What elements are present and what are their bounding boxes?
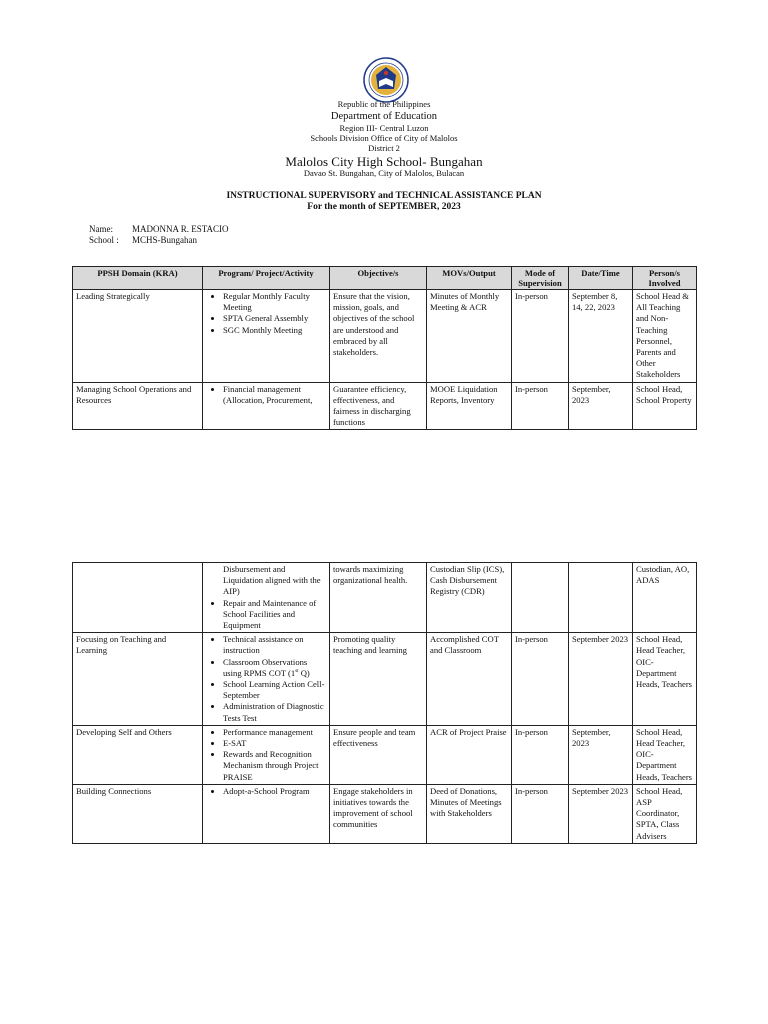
date-cell: September 2023	[569, 784, 633, 843]
objective-cell: Ensure that the vision, mission, goals, and objectives of the school are understood and embraced by all stakeholders.	[330, 290, 427, 383]
movs-cell: MOOE Liquidation Reports, Inventory	[427, 382, 512, 430]
activity-item: • Administration of Diagnostic Tests Test	[223, 701, 326, 723]
name-value: MADONNA R. ESTACIO	[132, 224, 229, 234]
objective-cell: towards maximizing organizational health.	[330, 563, 427, 633]
activity-cell	[203, 563, 330, 633]
header-date: Date/Time	[569, 267, 633, 290]
activity-list	[206, 634, 326, 724]
domain-cell	[73, 563, 203, 633]
month-line: For the month of SEPTEMBER, 2023	[307, 202, 461, 212]
domain-cell: Building Connections	[73, 784, 203, 843]
table-row	[73, 633, 697, 726]
plan-table-part2	[72, 562, 697, 844]
persons-cell: School Head, Head Teacher, OIC-Department Heads, Teachers	[633, 725, 697, 784]
activity-continued-text: Disbursement and Liquidation aligned with the AIP)	[223, 564, 321, 597]
activity-item	[223, 657, 326, 679]
domain-cell: Developing Self and Others	[73, 725, 203, 784]
movs-cell: ACR of Project Praise	[427, 725, 512, 784]
movs-cell: Minutes of Monthly Meeting & ACR	[427, 290, 512, 383]
persons-cell: School Head, School Property	[633, 382, 697, 430]
name-label: Name:	[89, 224, 113, 234]
mode-cell: In-person	[512, 290, 569, 383]
school-label: School :	[89, 235, 119, 245]
table-row	[73, 290, 697, 383]
date-cell: September 8, 14, 22, 2023	[569, 290, 633, 383]
header-movs: MOVs/Output	[427, 267, 512, 290]
deped-seal-logo	[363, 57, 409, 103]
movs-cell: Deed of Donations, Minutes of Meetings with Stakeholders	[427, 784, 512, 843]
activity-item: • E-SAT	[223, 738, 326, 749]
activity-item: • Rewards and Recognition Mechanism through Project PRAISE	[223, 749, 326, 783]
activity-item: • Regular Monthly Faculty Meeting	[223, 291, 326, 313]
plan-title: INSTRUCTIONAL SUPERVISORY and TECHNICAL ASSISTANCE PLAN	[226, 191, 542, 201]
header-activity: Program/ Project/Activity	[203, 267, 330, 290]
table-header-row	[73, 267, 697, 290]
school-address: Davao St. Bungahan, City of Malolos, Bulacan	[303, 168, 465, 178]
division-line: Schools Division Office of City of Malolos	[310, 133, 458, 143]
persons-cell: Custodian, AO, ADAS	[633, 563, 697, 633]
movs-cell: Accomplished COT and Classroom	[427, 633, 512, 726]
table-row	[73, 725, 697, 784]
date-cell: September 2023	[569, 633, 633, 726]
movs-cell: Custodian Slip (ICS), Cash Disbursement Registry (CDR)	[427, 563, 512, 633]
activity-cell	[203, 382, 330, 430]
activity-cell	[203, 784, 330, 843]
header-persons: Person/s Involved	[633, 267, 697, 290]
persons-cell: School Head, Head Teacher, OIC-Department Heads, Teachers	[633, 633, 697, 726]
activity-list	[206, 727, 326, 783]
department-line: Department of Education	[330, 111, 438, 122]
domain-cell: Focusing on Teaching and Learning	[73, 633, 203, 726]
region-line: Region III- Central Luzon	[339, 123, 429, 133]
ordinal-suffix: st	[295, 668, 299, 674]
header-objective: Objective/s	[330, 267, 427, 290]
date-cell	[569, 563, 633, 633]
persons-cell: School Head & All Teaching and Non-Teaching Personnel, Parents and Other Stakeholders	[633, 290, 697, 383]
school-value: MCHS-Bungahan	[132, 235, 197, 245]
activity-item: • Performance management	[223, 727, 326, 738]
mode-cell: In-person	[512, 725, 569, 784]
activity-list	[206, 291, 326, 336]
activity-item: • SPTA General Assembly	[223, 313, 326, 324]
date-cell: September, 2023	[569, 725, 633, 784]
activity-list	[206, 384, 326, 406]
mode-cell: In-person	[512, 784, 569, 843]
activity-cell	[203, 633, 330, 726]
activity-cell	[203, 725, 330, 784]
header-domain: PPSH Domain (KRA)	[73, 267, 203, 290]
activity-list	[206, 786, 326, 797]
header-mode: Mode of Supervision	[512, 267, 569, 290]
table-row	[73, 784, 697, 843]
activity-list	[206, 598, 326, 632]
district-line: District 2	[368, 143, 400, 153]
domain-cell: Managing School Operations and Resources	[73, 382, 203, 430]
activity-item: • Adopt-a-School Program	[223, 786, 326, 797]
activity-item: • School Learning Action Cell- September	[223, 679, 326, 701]
objective-cell: Ensure people and team effectiveness	[330, 725, 427, 784]
activity-item: • Repair and Maintenance of School Facilities and Equipment	[223, 598, 326, 632]
activity-item: • Financial management (Allocation, Procurement,	[223, 384, 326, 406]
domain-cell: Leading Strategically	[73, 290, 203, 383]
activity-item: • SGC Monthly Meeting	[223, 325, 326, 336]
mode-cell: In-person	[512, 382, 569, 430]
mode-cell: In-person	[512, 633, 569, 726]
objective-cell: Engage stakeholders in initiatives towards the improvement of school communities	[330, 784, 427, 843]
table-row	[73, 382, 697, 430]
mode-cell	[512, 563, 569, 633]
activity-item: • Technical assistance on instruction	[223, 634, 326, 656]
persons-cell: School Head, ASP Coordinator, SPTA, Class Advisers	[633, 784, 697, 843]
school-name: Malolos City High School- Bungahan	[285, 154, 483, 169]
date-cell: September, 2023	[569, 382, 633, 430]
activity-cell	[203, 290, 330, 383]
country-line: Republic of the Philippines	[337, 99, 431, 109]
objective-cell: Promoting quality teaching and learning	[330, 633, 427, 726]
objective-cell: Guarantee efficiency, effectiveness, and fairness in discharging functions	[330, 382, 427, 430]
plan-table-part1	[72, 266, 697, 430]
activity-text: Q)	[298, 667, 310, 678]
activity-text: Classroom Observations using RPMS COT (1	[223, 656, 308, 678]
table-row-continued	[73, 563, 697, 633]
